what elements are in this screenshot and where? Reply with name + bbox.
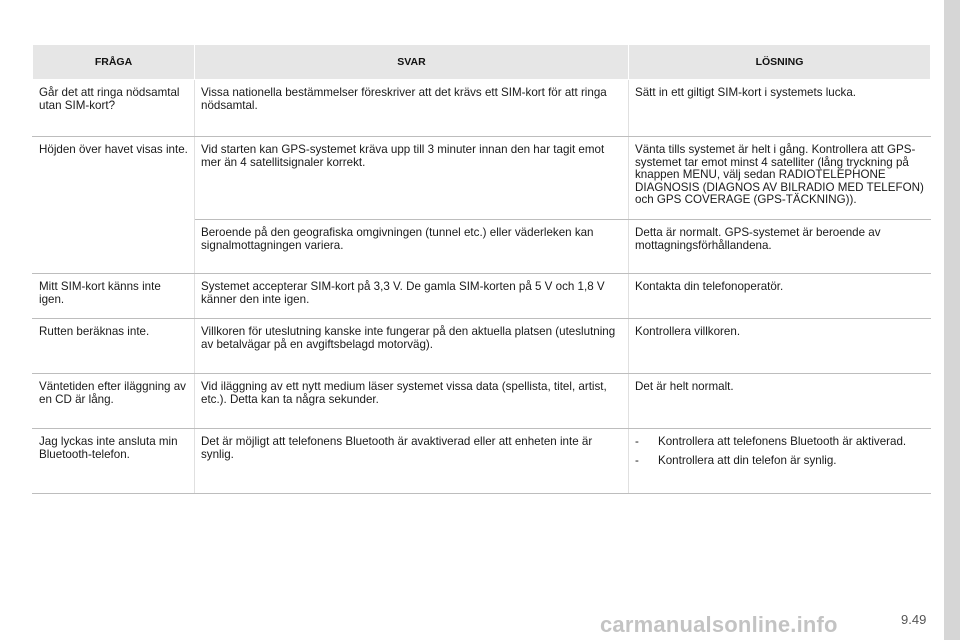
table-row	[33, 80, 931, 137]
question-cell: Höjden över havet visas inte.	[33, 137, 195, 274]
header-answer: SVAR	[195, 45, 629, 80]
answer-cell: Villkoren för uteslutning kanske inte fungerar på den aktuella platsen (uteslutning av betalvägar på en avgiftsbelagd motorväg).	[195, 319, 629, 374]
table-row	[33, 274, 931, 319]
list-item-text: Kontrollera att telefonens Bluetooth är aktiverad.	[658, 435, 907, 448]
answer-cell: Beroende på den geografiska omgivningen (tunnel etc.) eller väderleken kan signalmottagningen variera.	[195, 220, 629, 274]
answer-cell: Systemet accepterar SIM-kort på 3,3 V. De gamla SIM-korten på 5 V och 1,8 V känner den inte igen.	[195, 274, 629, 319]
answer-cell: Vissa nationella bestämmelser föreskriver att det krävs ett SIM-kort för att ringa nödsamtal.	[195, 80, 629, 137]
list-dash: -	[635, 435, 639, 448]
question-cell: Jag lyckas inte ansluta min Bluetooth-telefon.	[33, 429, 195, 494]
page-number: 9.49	[901, 612, 927, 627]
header-solution: LÖSNING	[629, 45, 931, 80]
answer-cell: Det är möjligt att telefonens Bluetooth är avaktiverad eller att enheten inte är synlig.	[195, 429, 629, 494]
solution-list	[635, 436, 924, 467]
solution-cell: Vänta tills systemet är helt i gång. Kontrollera att GPS-systemet tar emot minst 4 satelliter (lång tryckning på knappen MENU, välj sedan RADIOTELEPHONE DIAGNOSIS (DIAGNOS AV BILRADIO MED TELEFON) och GPS COVERAGE (GPS-TÄCKNING)).	[629, 137, 931, 220]
solution-cell: Sätt in ett giltigt SIM-kort i systemets lucka.	[629, 80, 931, 137]
question-cell: Rutten beräknas inte.	[33, 319, 195, 374]
table-row	[33, 429, 931, 494]
question-cell: Väntetiden efter iläggning av en CD är lång.	[33, 374, 195, 429]
answer-cell: Vid starten kan GPS-systemet kräva upp till 3 minuter innan den har tagit emot mer än 4 satellitsignaler korrekt.	[195, 137, 629, 220]
list-item	[635, 436, 924, 449]
table-row	[33, 374, 931, 429]
list-item	[635, 455, 924, 468]
list-dash: -	[635, 453, 639, 467]
solution-cell: Kontakta din telefonoperatör.	[629, 274, 931, 319]
list-item-text: Kontrollera att din telefon är synlig.	[658, 453, 837, 467]
table-row	[33, 319, 931, 374]
solution-cell	[629, 429, 931, 494]
solution-cell: Kontrollera villkoren.	[629, 319, 931, 374]
question-cell: Mitt SIM-kort känns inte igen.	[33, 274, 195, 319]
faq-table	[32, 44, 931, 494]
header-question: FRÅGA	[33, 45, 195, 80]
page-edge-tab	[944, 0, 960, 640]
table-row	[33, 137, 931, 220]
solution-cell: Detta är normalt. GPS-systemet är beroende av mottagningsförhållandena.	[629, 220, 931, 274]
solution-cell: Det är helt normalt.	[629, 374, 931, 429]
table-header-row	[33, 45, 931, 80]
answer-cell: Vid iläggning av ett nytt medium läser systemet vissa data (spellista, titel, artist, etc.). Detta kan ta några sekunder.	[195, 374, 629, 429]
watermark: carmanualsonline.info	[600, 612, 838, 637]
question-cell: Går det att ringa nödsamtal utan SIM-kort?	[33, 80, 195, 137]
